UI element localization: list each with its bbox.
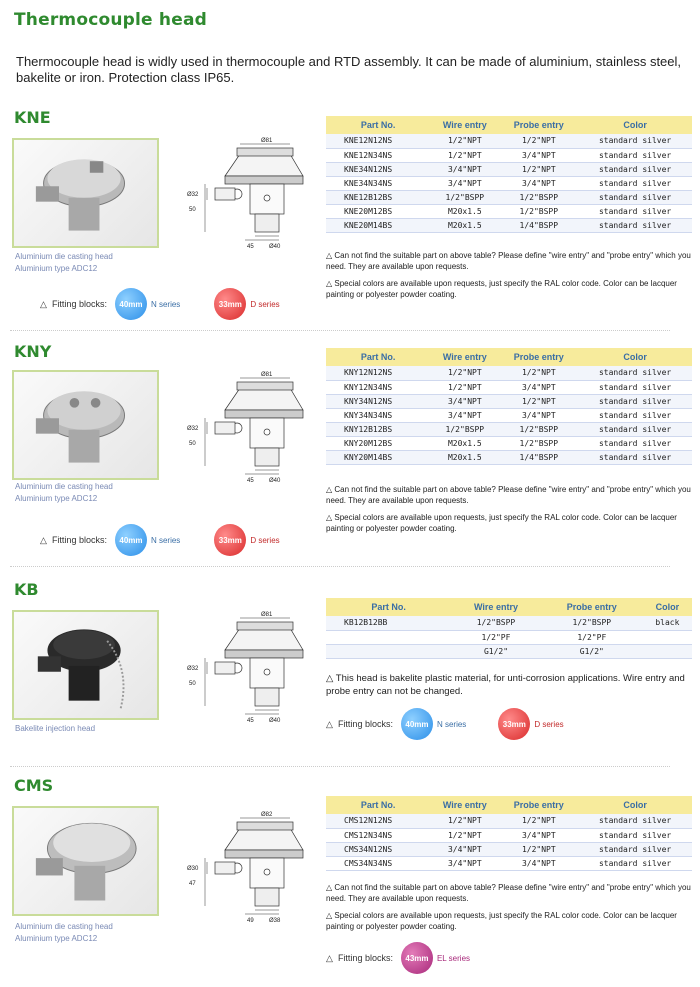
- table-row: [326, 422, 692, 436]
- column-header: Part No.: [326, 348, 430, 366]
- table-cell: 1/2"NPT: [430, 380, 499, 394]
- dimension-label: Ø81: [261, 372, 273, 378]
- table-cell: KNE20M14BS: [326, 218, 430, 232]
- table-row: [326, 134, 692, 148]
- series-label: EL series: [436, 953, 471, 963]
- table-header-row: [326, 796, 692, 814]
- fitting-label: △ Fitting blocks:: [326, 718, 393, 729]
- table-cell: 1/2"BSPP: [499, 436, 578, 450]
- table-cell: M20x1.5: [430, 204, 499, 218]
- table-cell: 1/2"NPT: [430, 828, 499, 842]
- kb-fitting-blocks: [326, 708, 578, 740]
- table-row: [326, 218, 692, 232]
- fitting-label: △ Fitting blocks:: [40, 534, 107, 545]
- fit-33mm-badge: 33mm: [214, 288, 246, 320]
- table-row: [326, 162, 692, 176]
- dimension-label: 47: [189, 881, 196, 887]
- table-cell: 1/2"BSPP: [451, 616, 541, 630]
- section-title: KB: [14, 580, 39, 599]
- caption-2: Aluminium type ADC12: [15, 494, 98, 503]
- column-header: Part No.: [326, 796, 430, 814]
- table-cell: standard silver: [578, 176, 692, 190]
- table-cell: standard silver: [578, 380, 692, 394]
- table-cell: 1/2"NPT: [430, 814, 499, 828]
- cms-fitting-blocks: [326, 942, 484, 974]
- fit-33mm-badge: 33mm: [498, 708, 530, 740]
- table-cell: KNE12N34NS: [326, 148, 430, 162]
- table-cell: KNY34N34NS: [326, 408, 430, 422]
- column-header: Color: [578, 348, 692, 366]
- table-cell: standard silver: [578, 218, 692, 232]
- table-cell: 3/4"NPT: [430, 408, 499, 422]
- table-cell: 1/4"BSPP: [499, 218, 578, 232]
- fit-43mm-badge: 43mm: [401, 942, 433, 974]
- dimension-label: Ø81: [261, 138, 273, 144]
- table-cell: KNY34N12NS: [326, 394, 430, 408]
- table-row: [326, 814, 692, 828]
- fit-40mm-badge: 40mm: [115, 524, 147, 556]
- kne-fitting-blocks: [40, 288, 294, 320]
- table-cell: standard silver: [578, 436, 692, 450]
- caption-1: Aluminium die casting head: [15, 482, 113, 491]
- fit-40mm-badge: 40mm: [115, 288, 147, 320]
- table-cell: 3/4"NPT: [499, 380, 578, 394]
- table-cell: M20x1.5: [430, 450, 499, 464]
- table-cell: 1/2"NPT: [430, 366, 499, 380]
- dimension-label: Ø32: [187, 666, 199, 672]
- table-cell: 1/2"NPT: [499, 814, 578, 828]
- kny-note-2: △ Special colors are available upon requests, just specify the RAL color code. Color can be lacquer painting or polyester powder coating.: [326, 513, 677, 533]
- column-header: Color: [578, 796, 692, 814]
- dimension-drawing: [185, 136, 315, 256]
- table-row: [326, 856, 692, 870]
- series-label: D series: [250, 535, 280, 545]
- section-title: KNY: [14, 342, 52, 361]
- table-cell: standard silver: [578, 856, 692, 870]
- table-cell: 1/2"NPT: [430, 148, 499, 162]
- caption-2: Aluminium type ADC12: [15, 264, 98, 273]
- table-cell: standard silver: [578, 450, 692, 464]
- dimension-label: Ø81: [261, 612, 273, 618]
- dimension-label: Ø32: [187, 192, 199, 198]
- column-header: Color: [578, 116, 692, 134]
- table-row: [326, 408, 692, 422]
- table-cell: KNY12B12BS: [326, 422, 430, 436]
- table-row: [326, 366, 692, 380]
- column-header: Part No.: [326, 116, 430, 134]
- table-row: [326, 190, 692, 204]
- divider: [10, 766, 670, 767]
- table-cell: 1/2"NPT: [430, 134, 499, 148]
- dimension-label: 45: [247, 718, 254, 724]
- table-cell: [643, 630, 692, 644]
- fit-40mm-badge: 40mm: [401, 708, 433, 740]
- table-cell: M20x1.5: [430, 436, 499, 450]
- table-row: [326, 176, 692, 190]
- dimension-label: Ø30: [187, 866, 199, 872]
- column-header: Color: [643, 598, 692, 616]
- table-cell: standard silver: [578, 162, 692, 176]
- column-header: Probe entry: [499, 116, 578, 134]
- series-label: N series: [436, 719, 467, 729]
- table-cell: 3/4"NPT: [430, 176, 499, 190]
- kne-spec-table: [326, 116, 692, 233]
- table-header-row: [326, 116, 692, 134]
- table-cell: KNE20M12BS: [326, 204, 430, 218]
- table-cell: 1/2"NPT: [499, 842, 578, 856]
- table-row: [326, 842, 692, 856]
- column-header: Probe entry: [499, 348, 578, 366]
- table-row: [326, 436, 692, 450]
- kny-note-1: △ Can not find the suitable part on above table? Please define "wire entry" and "probe entry" which you need. They are available upon requests.: [326, 485, 691, 505]
- dimension-drawing: [185, 370, 315, 490]
- table-row: [326, 204, 692, 218]
- table-cell: 3/4"NPT: [499, 856, 578, 870]
- table-cell: standard silver: [578, 828, 692, 842]
- kny-drawing: [185, 370, 315, 490]
- kb-drawing: [185, 610, 315, 730]
- table-cell: 1/2"BSPP: [430, 422, 499, 436]
- dimension-label: 50: [189, 207, 196, 213]
- table-cell: G1/2": [541, 644, 643, 658]
- cms-drawing: [185, 810, 315, 930]
- table-cell: 3/4"NPT: [499, 408, 578, 422]
- table-cell: CMS12N12NS: [326, 814, 430, 828]
- kb-note-1: △ This head is bakelite plastic material, for unti-corrosion applications. Wire entry and probe entry can not be changed.: [326, 673, 685, 697]
- table-cell: KNY12N34NS: [326, 380, 430, 394]
- caption-1: Bakelite injection head: [15, 724, 96, 733]
- table-cell: KNE12N12NS: [326, 134, 430, 148]
- table-row: [326, 450, 692, 464]
- caption-2: Aluminium type ADC12: [15, 934, 98, 943]
- dimension-label: 49: [247, 918, 254, 924]
- table-cell: 3/4"NPT: [430, 856, 499, 870]
- table-cell: [326, 644, 451, 658]
- kb-photo: [12, 610, 159, 720]
- column-header: Wire entry: [451, 598, 541, 616]
- table-cell: KNY12N12NS: [326, 366, 430, 380]
- table-cell: 1/2"BSPP: [499, 422, 578, 436]
- column-header: Probe entry: [541, 598, 643, 616]
- kne-note-1: △ Can not find the suitable part on above table? Please define "wire entry" and "probe entry" which you need. They are available upon requests.: [326, 251, 691, 271]
- table-cell: M20x1.5: [430, 218, 499, 232]
- cms-photo: [12, 806, 159, 916]
- table-cell: KB12B12BB: [326, 616, 451, 630]
- cms-spec-table: [326, 796, 692, 871]
- table-cell: 1/2"BSPP: [499, 190, 578, 204]
- table-cell: CMS34N34NS: [326, 856, 430, 870]
- dimension-label: Ø38: [269, 918, 281, 924]
- kny-spec-table: [326, 348, 692, 465]
- table-cell: [643, 644, 692, 658]
- table-cell: 1/2"PF: [541, 630, 643, 644]
- table-row: [326, 394, 692, 408]
- table-cell: CMS34N12NS: [326, 842, 430, 856]
- kne-note-2: △ Special colors are available upon requests, just specify the RAL color code. Color can be lacquer painting or polyester powder coating.: [326, 279, 677, 299]
- table-row: [326, 644, 692, 658]
- kny-photo: [12, 370, 159, 480]
- kne-drawing: [185, 136, 315, 256]
- dimension-label: 45: [247, 244, 254, 250]
- table-cell: G1/2": [451, 644, 541, 658]
- dimension-label: Ø40: [269, 478, 281, 484]
- table-cell: 1/2"NPT: [499, 162, 578, 176]
- table-cell: 3/4"NPT: [499, 176, 578, 190]
- table-header-row: [326, 348, 692, 366]
- table-row: [326, 616, 692, 630]
- table-cell: [326, 630, 451, 644]
- thermocouple-head-image: [14, 140, 157, 246]
- table-cell: KNY20M14BS: [326, 450, 430, 464]
- dimension-drawing: [185, 810, 315, 930]
- dimension-label: Ø40: [269, 244, 281, 250]
- table-cell: standard silver: [578, 422, 692, 436]
- table-cell: 1/4"BSPP: [499, 450, 578, 464]
- series-label: N series: [150, 299, 181, 309]
- table-cell: standard silver: [578, 190, 692, 204]
- table-cell: 1/2"PF: [451, 630, 541, 644]
- table-cell: black: [643, 616, 692, 630]
- table-cell: 1/2"NPT: [499, 366, 578, 380]
- table-cell: 1/2"NPT: [499, 134, 578, 148]
- kne-photo: [12, 138, 159, 248]
- table-cell: 1/2"BSPP: [499, 204, 578, 218]
- thermocouple-head-image: [14, 808, 157, 914]
- table-cell: 3/4"NPT: [430, 394, 499, 408]
- section-title: KNE: [14, 108, 51, 127]
- table-cell: standard silver: [578, 394, 692, 408]
- table-row: [326, 380, 692, 394]
- table-cell: KNE34N34NS: [326, 176, 430, 190]
- column-header: Probe entry: [499, 796, 578, 814]
- table-cell: 3/4"NPT: [430, 842, 499, 856]
- table-header-row: [326, 598, 692, 616]
- cms-note-1: △ Can not find the suitable part on above table? Please define "wire entry" and "probe entry" which you need. They are available upon requests.: [326, 883, 691, 903]
- table-cell: standard silver: [578, 842, 692, 856]
- intro-text: Thermocouple head is widly used in thermocouple and RTD assembly. It can be made of aluminium, stainless steel, bakelite or iron. Protection class IP65.: [16, 54, 682, 85]
- series-label: D series: [534, 719, 564, 729]
- dimension-label: 50: [189, 441, 196, 447]
- dimension-label: 45: [247, 478, 254, 484]
- table-row: [326, 148, 692, 162]
- bakelite-head-image: [14, 612, 157, 718]
- table-cell: standard silver: [578, 408, 692, 422]
- caption-1: Aluminium die casting head: [15, 922, 113, 931]
- dimension-label: Ø32: [187, 426, 199, 432]
- dimension-label: 50: [189, 681, 196, 687]
- divider: [10, 330, 670, 331]
- table-cell: standard silver: [578, 366, 692, 380]
- table-cell: 1/2"BSPP: [541, 616, 643, 630]
- dimension-drawing: [185, 610, 315, 730]
- cms-note-2: △ Special colors are available upon requests, just specify the RAL color code. Color can be lacquer painting or polyester powder coating.: [326, 911, 677, 931]
- fitting-label: △ Fitting blocks:: [40, 298, 107, 309]
- table-cell: standard silver: [578, 134, 692, 148]
- table-cell: 3/4"NPT: [499, 148, 578, 162]
- column-header: Wire entry: [430, 796, 499, 814]
- fit-33mm-badge: 33mm: [214, 524, 246, 556]
- table-cell: 3/4"NPT: [499, 828, 578, 842]
- table-row: [326, 828, 692, 842]
- table-cell: KNE12B12BS: [326, 190, 430, 204]
- table-cell: standard silver: [578, 204, 692, 218]
- kb-spec-table: [326, 598, 692, 659]
- column-header: Wire entry: [430, 116, 499, 134]
- column-header: Part No.: [326, 598, 451, 616]
- thermocouple-head-image: [14, 372, 157, 478]
- table-cell: CMS12N34NS: [326, 828, 430, 842]
- series-label: N series: [150, 535, 181, 545]
- table-cell: KNY20M12BS: [326, 436, 430, 450]
- dimension-label: Ø82: [261, 812, 273, 818]
- kny-fitting-blocks: [40, 524, 294, 556]
- page-title: Thermocouple head: [14, 10, 207, 30]
- table-cell: 1/2"BSPP: [430, 190, 499, 204]
- series-label: D series: [250, 299, 280, 309]
- table-cell: standard silver: [578, 148, 692, 162]
- table-row: [326, 630, 692, 644]
- column-header: Wire entry: [430, 348, 499, 366]
- table-cell: KNE34N12NS: [326, 162, 430, 176]
- fitting-label: △ Fitting blocks:: [326, 952, 393, 963]
- divider: [10, 566, 670, 567]
- table-cell: standard silver: [578, 814, 692, 828]
- caption-1: Aluminium die casting head: [15, 252, 113, 261]
- table-cell: 3/4"NPT: [430, 162, 499, 176]
- section-title: CMS: [14, 776, 54, 795]
- dimension-label: Ø40: [269, 718, 281, 724]
- table-cell: 1/2"NPT: [499, 394, 578, 408]
